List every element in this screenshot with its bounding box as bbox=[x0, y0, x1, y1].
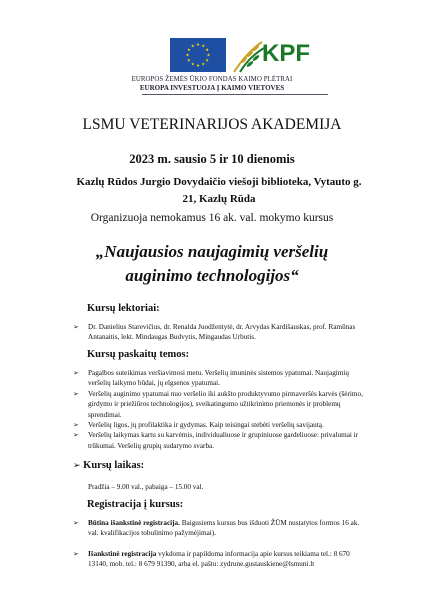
logo-bar bbox=[162, 38, 312, 74]
list-item: ➢ Veršelių ligos, jų profilaktika ir gydymas. Kaip teisingai stebėti veršelių savijautą. bbox=[73, 421, 324, 430]
registration-list bbox=[73, 518, 363, 570]
kpf-logo-text: KPF bbox=[262, 40, 310, 67]
time-heading: ➢ Kursų laikas: bbox=[73, 460, 145, 471]
arrow-bullet-icon: ➢ bbox=[73, 519, 79, 527]
fund-slogan: EUROPA INVESTUOJA Į KAIMO VIETOVES bbox=[139, 84, 285, 92]
course-dates: 2023 m. sausio 5 ir 10 dienomis bbox=[129, 152, 295, 166]
list-item: ➢ Dr. Danielius Starevičius, dr. Renalda Juodžentytė, dr. Arvydas Kardišauskas, prof. Ramūnas Antanaitis, lekt. Mindaugas Budvytis, Mingaudas Urbutis. bbox=[73, 323, 356, 342]
arrow-bullet-icon: ➢ bbox=[73, 389, 79, 398]
arrow-bullet-icon: ➢ bbox=[73, 549, 79, 558]
arrow-bullet-icon: ➢ bbox=[73, 323, 79, 331]
eu-flag-icon bbox=[170, 38, 226, 72]
course-title-line1: „Naujausios naujagimių veršelių bbox=[95, 242, 329, 261]
academy-title: LSMU VETERINARIJOS AKADEMIJA bbox=[82, 116, 342, 133]
list-item: ➢ Veršelių auginimo ypatumai nuo veršelio iki aukšto produktyvumo pirmaveršės karvės (šėrimo, girdymo ir priežiūros technologijos), sveikatingumo užtikrinimo priemonės ir problemų sprendimai. bbox=[73, 389, 363, 419]
list-item: ➢ Išankstinė registracija vykdoma ir papildoma informacija apie kursus teikiama tel.: 8 670 13140, mob. tel.: 8 679 91390, arba el. paštu: zydrune.gustauskiene@lsmuni.lt bbox=[73, 549, 350, 569]
lecturers-list bbox=[73, 322, 363, 343]
organizer-line: Organizuoja nemokamus 16 ak. val. mokymo kursus bbox=[90, 212, 334, 224]
arrow-bullet-icon: ➢ bbox=[73, 421, 79, 430]
course-venue: Kazlų Rūdos Jurgio Dovydaičio viešoji biblioteka, Vytauto g. 21, Kazlų Rūda bbox=[76, 176, 362, 205]
header-divider bbox=[142, 94, 328, 95]
lecturers-heading: Kursų lektoriai: bbox=[87, 303, 160, 314]
arrow-bullet-icon: ➢ bbox=[73, 369, 79, 377]
list-item: ➢ Veršelių laikymas kartu su karvėmis, individualiuose ir grupiniuose gardeliuose: privalumai ir trūkumai. Veršelių grupių sudarymo svarba. bbox=[73, 431, 359, 450]
time-text: Pradžia – 9.00 val., pabaiga – 15.00 val. bbox=[88, 483, 204, 491]
arrow-bullet-icon: ➢ bbox=[73, 460, 81, 470]
topics-heading: Kursų paskaitų temos: bbox=[87, 349, 190, 360]
registration-heading: Registracija į kursus: bbox=[87, 499, 184, 510]
list-item: ➢ Pagalbos suteikimas veršiavimosi metu. Veršelių imuninės sistemos ypatumai. Naujagimių veršelių laikymo būdai, jų elgsenos ypatumai. bbox=[73, 369, 349, 388]
topics-list bbox=[73, 368, 363, 451]
arrow-bullet-icon: ➢ bbox=[73, 431, 79, 440]
fund-name: EUROPOS ŽEMĖS ŪKIO FONDAS KAIMO PLĖTRAI bbox=[131, 76, 293, 83]
list-item: ➢ Būtina išankstinė registracija. Baigusiems kursus bus išduoti ŽŪM nustatytos formos 16 ak. val. kvalifikacijos tobulinimo pažymėjimai). bbox=[73, 519, 360, 538]
course-title bbox=[0, 240, 424, 288]
course-title-line2: auginimo technologijos“ bbox=[125, 266, 299, 285]
